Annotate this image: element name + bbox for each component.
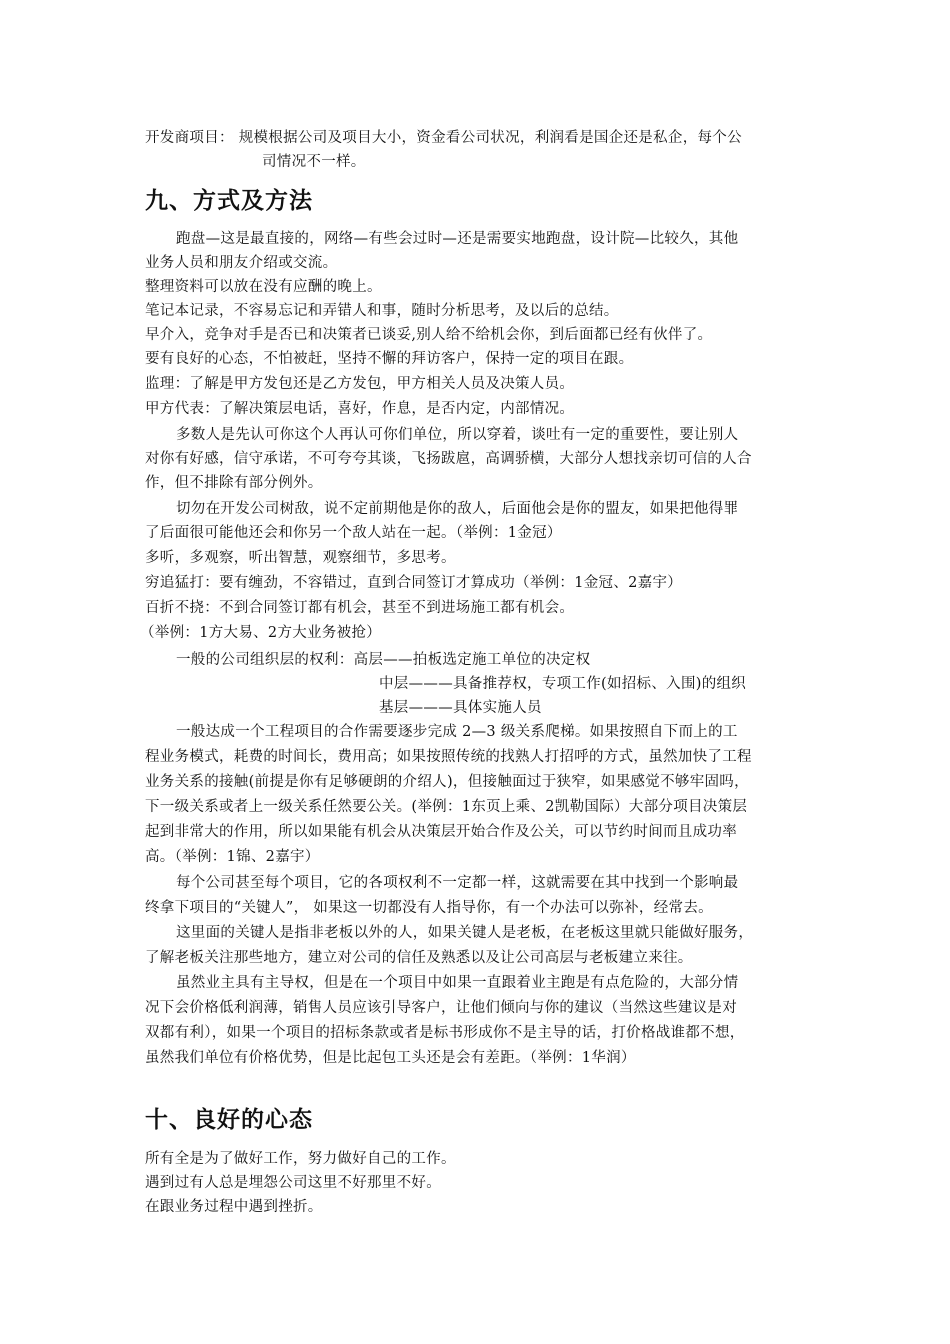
paragraph-line: 监理：了解是甲方发包还是乙方发包，甲方相关人员及决策人员。 [145,376,575,392]
paragraph-line: 多听，多观察，听出智慧，观察细节，多思考。 [145,550,456,566]
intro-line-1: 开发商项目： 规模根据公司及项目大小，资金看公司状况，利润看是国企还是私企，每个公 [145,130,742,146]
paragraph-line: 作，但不排除有部分例外。 [145,475,323,491]
paragraph-line: 了后面很可能他还会和你另一个敌人站在一起。（举例：1金冠） [145,525,562,541]
paragraph-line: 况下会价格低利润薄，销售人员应该引导客户，让他们倾向与你的建议（当然这些建议是对 [145,1000,737,1016]
paragraph-line: 下一级关系或者上一级关系任然要公关。(举例：1东页上乘、2凯勒国际）大部分项目决策层 [145,799,748,815]
paragraph-line: 起到非常大的作用，所以如果能有机会从决策层开始合作及公关，可以节约时间而且成功率 [145,824,737,840]
paragraph-line: 笔记本记录，不容易忘记和弄错人和事，随时分析思考，及以后的总结。 [145,303,619,319]
paragraph-line: 多数人是先认可你这个人再认可你们单位，所以穿着，谈吐有一定的重要性，要让别人 [176,427,739,443]
paragraph-line: 一般达成一个工程项目的合作需要逐步完成 2—3 级关系爬梯。如果按照自下而上的工 [176,724,738,740]
paragraph-line: 百折不挠：不到合同签订都有机会，甚至不到进场施工都有机会。 [145,600,575,616]
section-10-heading: 十、良好的心态 [145,1107,313,1133]
paragraph-line: 每个公司甚至每个项目，它的各项权利不一定都一样，这就需要在其中找到一个影响最 [176,875,739,891]
paragraph-line: 中层———具备推荐权，专项工作(如招标、入围)的组织 [379,676,747,692]
paragraph-line: 了解老板关注那些地方，建立对公司的信任及熟悉以及让公司高层与老板建立来往。 [145,950,693,966]
paragraph-line: 双都有利），如果一个项目的招标条款或者是标书形成你不是主导的话，打价格战谁都不想， [145,1025,745,1041]
paragraph-line: 整理资料可以放在没有应酬的晚上。 [145,279,382,295]
section-9-heading: 九、方式及方法 [145,188,313,214]
paragraph-line: 跑盘—这是最直接的，网络—有些会过时—还是需要实地跑盘，设计院—比较久，其他 [176,231,739,247]
paragraph-line: 早介入，竞争对手是否已和决策者已谈妥,别人给不给机会你，到后面都已经有伙伴了。 [145,327,713,343]
paragraph-line: 一般的公司组织层的权利：高层——拍板选定施工单位的决定权 [176,652,591,668]
paragraph-line: 终拿下项目的“关键人”， 如果这一切都没有人指导你，有一个办法可以弥补，经常去。 [145,900,713,916]
paragraph-line: 业务人员和朋友介绍或交流。 [145,255,338,271]
paragraph-line: 业务关系的接触(前提是你有足够硬朗的介绍人)，但接触面过于狭窄，如果感觉不够牢固吗， [145,774,749,790]
paragraph-line: 这里面的关键人是指非老板以外的人，如果关键人是老板，在老板这里就只能做好服务， [176,925,754,941]
paragraph-line: 切勿在开发公司树敌，说不定前期他是你的敌人，后面他会是你的盟友，如果把他得罪 [176,501,739,517]
paragraph-line: 穷追猛打：要有缠劲，不容错过，直到合同签订才算成功（举例：1金冠、2嘉宇） [145,575,683,591]
paragraph-line: 基层———具体实施人员 [379,700,542,716]
paragraph-line: 所有全是为了做好工作，努力做好自己的工作。 [145,1151,456,1167]
paragraph-line: 虽然我们单位有价格优势，但是比起包工头还是会有差距。（举例：1华润） [145,1050,636,1066]
paragraph-line: （举例：1方大易、2方大业务被抢） [140,625,382,641]
paragraph-line: 甲方代表：了解决策层电话，喜好，作息，是否内定，内部情况。 [145,401,575,417]
paragraph-line: 在跟业务过程中遇到挫折。 [145,1199,323,1215]
paragraph-line: 高。（举例：1锦、2嘉宇） [145,849,320,865]
paragraph-line: 对你有好感，信守承诺，不可夸夸其谈，飞扬跋扈，高调骄横，大部分人想找亲切可信的人合 [145,451,752,467]
paragraph-line: 遇到过有人总是埋怨公司这里不好那里不好。 [145,1175,441,1191]
intro-line-2: 司情况不一样。 [262,154,366,170]
paragraph-line: 虽然业主具有主导权，但是在一个项目中如果一直跟着业主跑是有点危险的，大部分情 [176,975,739,991]
paragraph-line: 要有良好的心态，不怕被赶，坚持不懈的拜访客户，保持一定的项目在跟。 [145,351,634,367]
paragraph-line: 程业务模式，耗费的时间长，费用高；如果按照传统的找熟人打招呼的方式，虽然加快了工程 [145,749,752,765]
